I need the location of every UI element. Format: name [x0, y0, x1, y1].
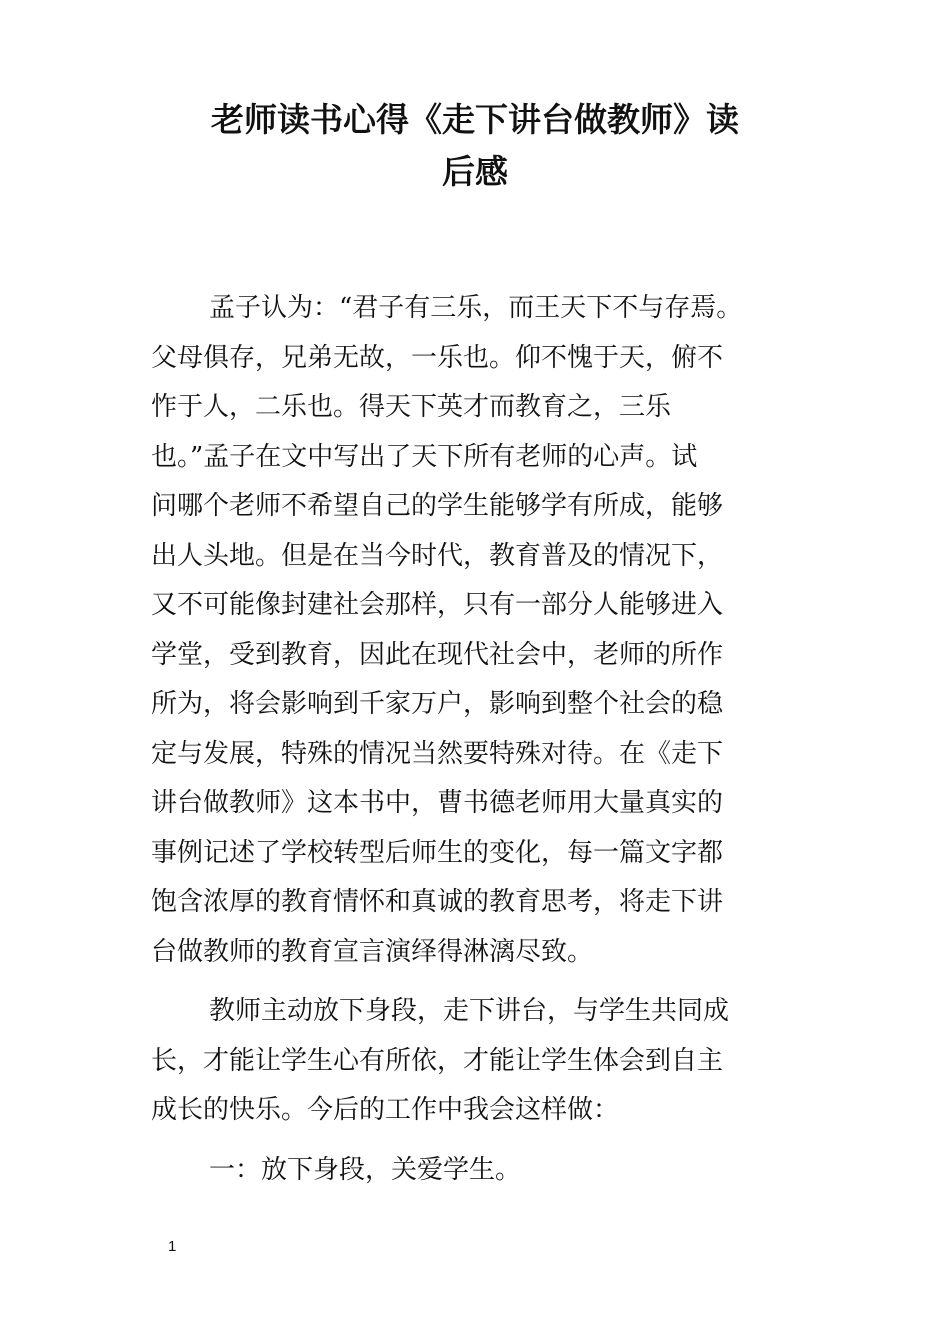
- paragraph-line: 出人头地。但是在当今时代，教育普及的情况下，: [151, 540, 724, 571]
- paragraph-line: 成长的快乐。今后的工作中我会这样做：: [151, 1095, 620, 1125]
- paragraph-line: 学堂，受到教育，因此在现代社会中，老师的所作: [151, 639, 724, 670]
- paragraph-line: 所为，将会影响到千家万户，影响到整个社会的稳: [151, 689, 724, 719]
- paragraph-line: 讲台做教师》这本书中，曹书德老师用大量真实的: [151, 788, 724, 818]
- title-line-1: 老师读书心得《走下讲台做教师》读: [211, 100, 739, 139]
- paragraph-spacer: [151, 1136, 801, 1146]
- paragraph-line: 也。”孟子在文中写出了天下所有老师的心声。试: [151, 441, 698, 472]
- paragraph-line: 事例记述了学校转型后师生的变化，每一篇文字都: [151, 837, 724, 868]
- paragraph-line: 一：放下身段，关爱学生。: [209, 1154, 522, 1185]
- paragraph-line: 怍于人，二乐也。得天下英才而教育之，三乐: [151, 392, 672, 422]
- paragraph-line: 定与发展，特殊的情况当然要特殊对待。在《走下: [151, 738, 724, 769]
- paragraph-1: [151, 284, 801, 977]
- paragraph-line: 又不可能像封建社会那样，只有一部分人能够进入: [151, 590, 724, 620]
- paragraph-spacer: [151, 977, 801, 987]
- paragraph-line: 问哪个老师不希望自己的学生能够学有所成，能够: [151, 491, 724, 521]
- paragraph-line: 台做教师的教育宣言演绎得淋漓尽致。: [151, 936, 594, 967]
- paragraph-line: 父母俱存，兄弟无故，一乐也。仰不愧于天，俯不: [151, 342, 724, 373]
- paragraph-2: [151, 987, 801, 1136]
- paragraph-line: 饱含浓厚的教育情怀和真诚的教育思考，将走下讲: [151, 887, 724, 917]
- paragraph-line: 教师主动放下身段，走下讲台，与学生共同成: [209, 996, 730, 1026]
- title-line-2: 后感: [442, 152, 508, 191]
- document-body: [151, 284, 801, 1195]
- page-number: 1: [168, 1238, 177, 1255]
- paragraph-line: 长，才能让学生心有所依，才能让学生体会到自主: [151, 1045, 724, 1076]
- document-title: [150, 94, 800, 198]
- paragraph-line: 孟子认为：“君子有三乐，而王天下不与存焉。: [209, 293, 743, 323]
- paragraph-3: [151, 1146, 801, 1196]
